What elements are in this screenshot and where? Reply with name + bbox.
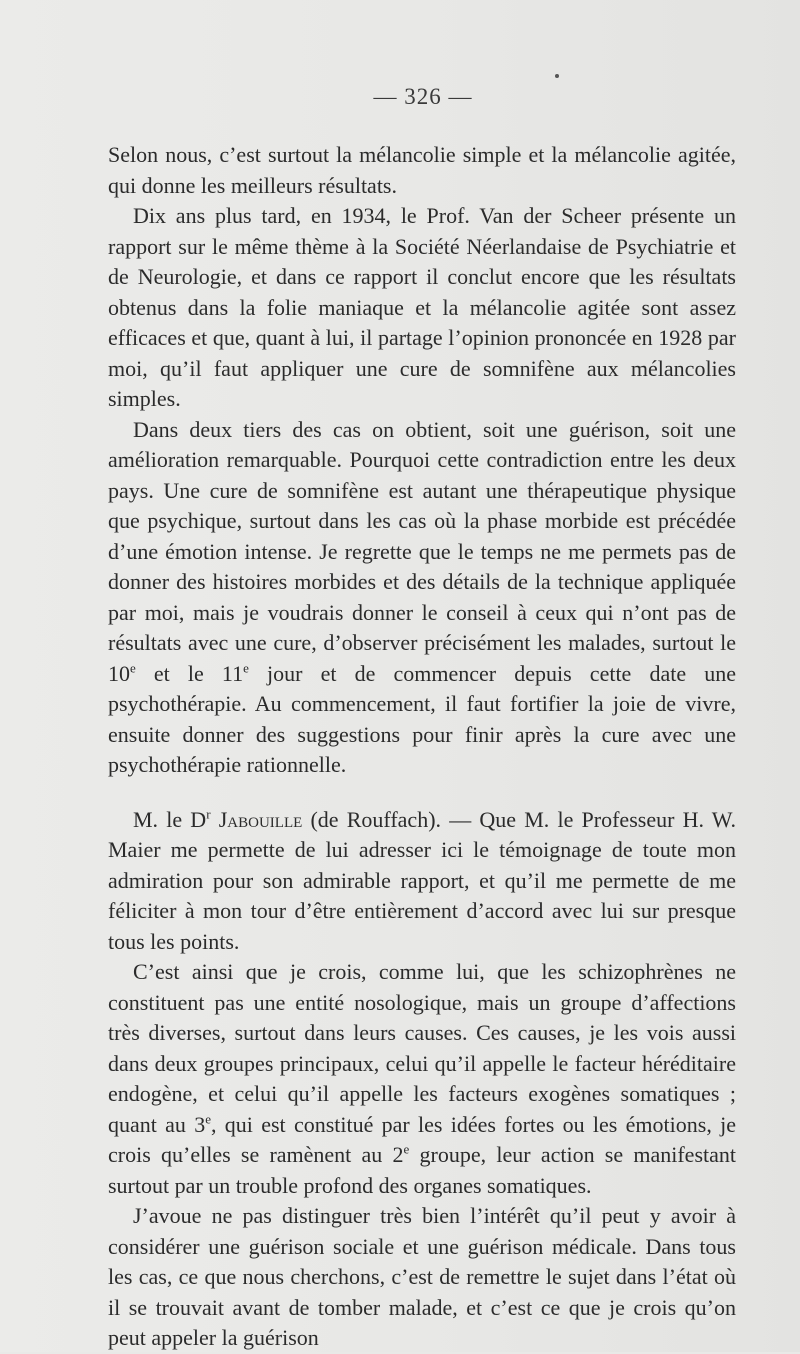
- paragraph-last: J’avoue ne pas distinguer très bien l’intérêt qu’il peut y avoir à considérer une guérison sociale et une guérison médicale. Dans tous les cas, ce que nous cherchons, c’est de remettre le sujet dans l’état où il se trouvait avant de tomber malade, et c’est ce que je crois qu’on peut appeler la guérison: [108, 1203, 736, 1350]
- paragraph-3-text: Dans deux tiers des cas on obtient, soit une guérison, soit une amélioration remarquable. Pourquoi cette contradiction entre les deux pays. Une cure de somnifène est autant une thérapeutique physique que psychique, surtout dans les cas où la phase morbide est précédée d’une émotion intense. Je regrette que le temps ne me permets pas de donner des histoires morbides et des détails de la technique appliquée par moi, mais je voudrais donner le conseil à ceux qui n’ont pas de résultats avec une cure, d’observer précisément les malades, surtout: [108, 416, 736, 655]
- speaker-place: (de Rouffach).: [310, 806, 442, 832]
- printing-speck: [555, 74, 559, 78]
- page-body: [108, 140, 736, 1354]
- paragraph-causes: C’est ainsi que je crois, comme lui, que les schizophrènes ne constituent pas une entité nosologique, mais un groupe d’affections très diverses, surtout dans leurs causes. Ces causes, je les vois aussi dans deux groupes principaux, celui qu’il appelle le facteur héréditaire endogène, et celui qu’il appelle les facteurs exogènes somatiques ; quant au 3e, qui est constitué par les idées fortes ou les émotions, je crois qu’elles se ramènent au 2e groupe, leur action se manifestant surtout par un trouble profond des organes somatiques.: [108, 959, 736, 1198]
- speaker-name: Jabouille: [218, 806, 303, 832]
- paragraph-1: Selon nous, c’est surtout la mélancolie simple et la mélancolie agitée, qui donne les meilleurs résultats.: [108, 142, 736, 198]
- speaker-text: — Que M. le Professeur H. W. Maier me permette de lui adresser ici le témoignage de toute mon admiration pour son admirable rapport, et qu’il me permette de me féliciter à mon tour d’être entièrement d’accord avec lui sur presque tous les points.: [108, 806, 737, 954]
- paragraph-2: Dix ans plus tard, en 1934, le Prof. Van der Scheer présente un rapport sur le même thème à la Société Néerlandaise de Psychiatrie et de Neurologie, et dans ce rapport il conclut encore que les résultats obtenus dans la folie maniaque et la mélancolie agitée sont assez efficaces et que, quant à lui, il partage l’opinion prononcée en 1928 par moi, qu’il faut appliquer une cure de somnifène aux mélancolies simples.: [108, 203, 736, 411]
- speaker-title: M. le $D^r$: [133, 806, 211, 832]
- speaker-paragraph: [108, 805, 736, 958]
- paragraph-3: [108, 415, 736, 781]
- day-reference: le 10e et le 11e jour: [108, 630, 736, 686]
- page-number: — 326 —: [373, 84, 473, 109]
- paragraph-3-continued: et de commencer depuis cette date une psychothérapie. Au commencement, il faut fortifier la joie de vivre, ensuite donner des suggestions pour finir après la cure avec une psychothérapie rationnelle.: [108, 660, 736, 777]
